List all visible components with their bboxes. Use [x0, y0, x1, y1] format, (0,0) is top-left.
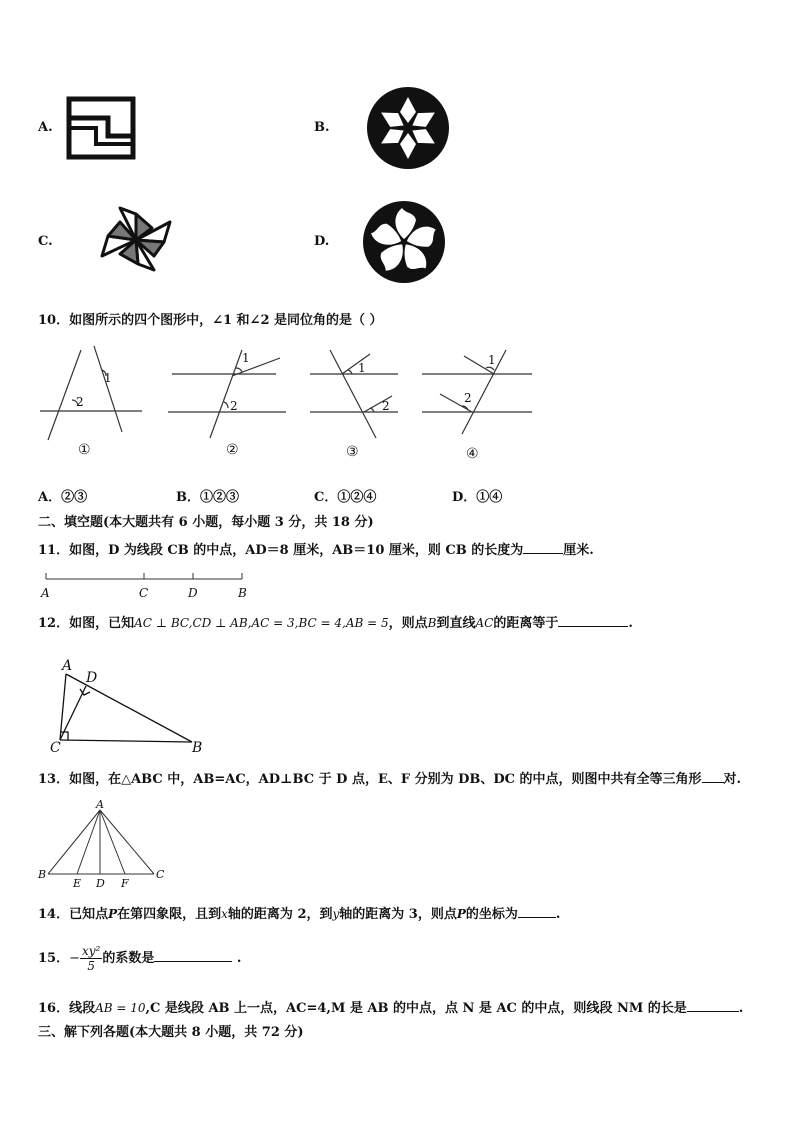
fig2-angle-2: 2 — [230, 399, 238, 413]
q10-choice-d: D．①④ — [452, 490, 503, 505]
q16-text: 16．线段AB = 10,C 是线段 AB 上一点，AC=4,M 是 AB 的中点，点 N 是 AC 的中点，则线段 NM 的长是 . — [38, 998, 743, 1018]
q13-point-d: D — [96, 877, 105, 890]
q13-text: 13．如图，在△ABC 中，AB=AC，AD⊥BC 于 D 点，E、F 分别为 DB、DC 的中点，则图中共有全等三角形 对. — [38, 769, 741, 789]
fig2-angle-1: 1 — [242, 351, 250, 365]
option-b-label: B. — [314, 120, 330, 135]
q13-point-f: F — [121, 877, 129, 890]
q15-text: 15．− $\frac{\text{xy²}}{5}$ 的系数是 . — [38, 944, 242, 973]
q10-figures — [36, 340, 546, 466]
q13-point-b: B — [38, 868, 47, 881]
q12-text: 12．如图，已知AC ⊥ BC,CD ⊥ AB,AC = 3,BC = 4,AB = 5，则点B到直线AC的距离等于 . — [38, 613, 633, 633]
q10-choice-c: C．①②④ — [314, 490, 377, 505]
q15-fraction: $\frac{\text{xy²}}{5}$ — [82, 944, 101, 973]
q11-point-a: A — [41, 586, 50, 600]
q12-point-c: C — [50, 740, 61, 756]
fig4-angle-2: 2 — [464, 391, 472, 405]
q11-segment-figure — [38, 568, 258, 600]
option-a-figure — [66, 96, 138, 162]
option-b-figure — [366, 86, 450, 170]
q10-choice-b: B．①②③ — [176, 490, 239, 505]
q11-point-d: D — [188, 586, 198, 600]
fig1-angle-1: 1 — [104, 371, 112, 385]
option-c-figure — [98, 204, 176, 276]
section-2-heading: 二、填空题(本大题共有 6 小题，每小题 3 分，共 18 分) — [38, 515, 374, 530]
fig3-angle-1: 1 — [358, 361, 366, 375]
q12-point-a: A — [62, 658, 73, 674]
q11-point-c: C — [139, 586, 149, 600]
q12-point-d: D — [86, 670, 98, 686]
q14-text: 14．已知点P在第四象限，且到x轴的距离为 2，到y轴的距离为 3，则点P的坐标为 . — [38, 904, 560, 924]
fig-label-4: ④ — [466, 446, 479, 462]
q13-triangle-figure — [36, 798, 166, 892]
fig-label-1: ① — [78, 442, 91, 458]
q10-stem: 10．如图所示的四个图形中，∠1 和∠2 是同位角的是（ ） — [38, 313, 383, 328]
fig-label-3: ③ — [346, 444, 359, 460]
section-3-heading: 三、解下列各题(本大题共 8 小题，共 72 分) — [38, 1025, 304, 1040]
q12-point-b: B — [192, 740, 203, 756]
fig1-angle-2: 2 — [76, 395, 84, 409]
q11-text: 11．如图，D 为线段 CB 的中点，AD＝8 厘米，AB＝10 厘米，则 CB 的长度为 厘米. — [38, 540, 594, 560]
q11-point-b: B — [238, 586, 247, 600]
option-d-label: D. — [314, 234, 330, 249]
q10-choice-a: A．②③ — [38, 490, 88, 505]
option-c-label: C. — [38, 234, 53, 249]
q13-point-a: A — [96, 798, 104, 811]
option-a-label: A. — [38, 120, 53, 135]
fig4-angle-1: 1 — [488, 353, 496, 367]
q12-triangle-figure — [46, 654, 216, 756]
fig3-angle-2: 2 — [382, 399, 390, 413]
fig-label-2: ② — [226, 442, 239, 458]
q13-point-e: E — [73, 877, 82, 890]
q13-point-c: C — [156, 868, 165, 881]
option-d-figure — [362, 200, 446, 284]
